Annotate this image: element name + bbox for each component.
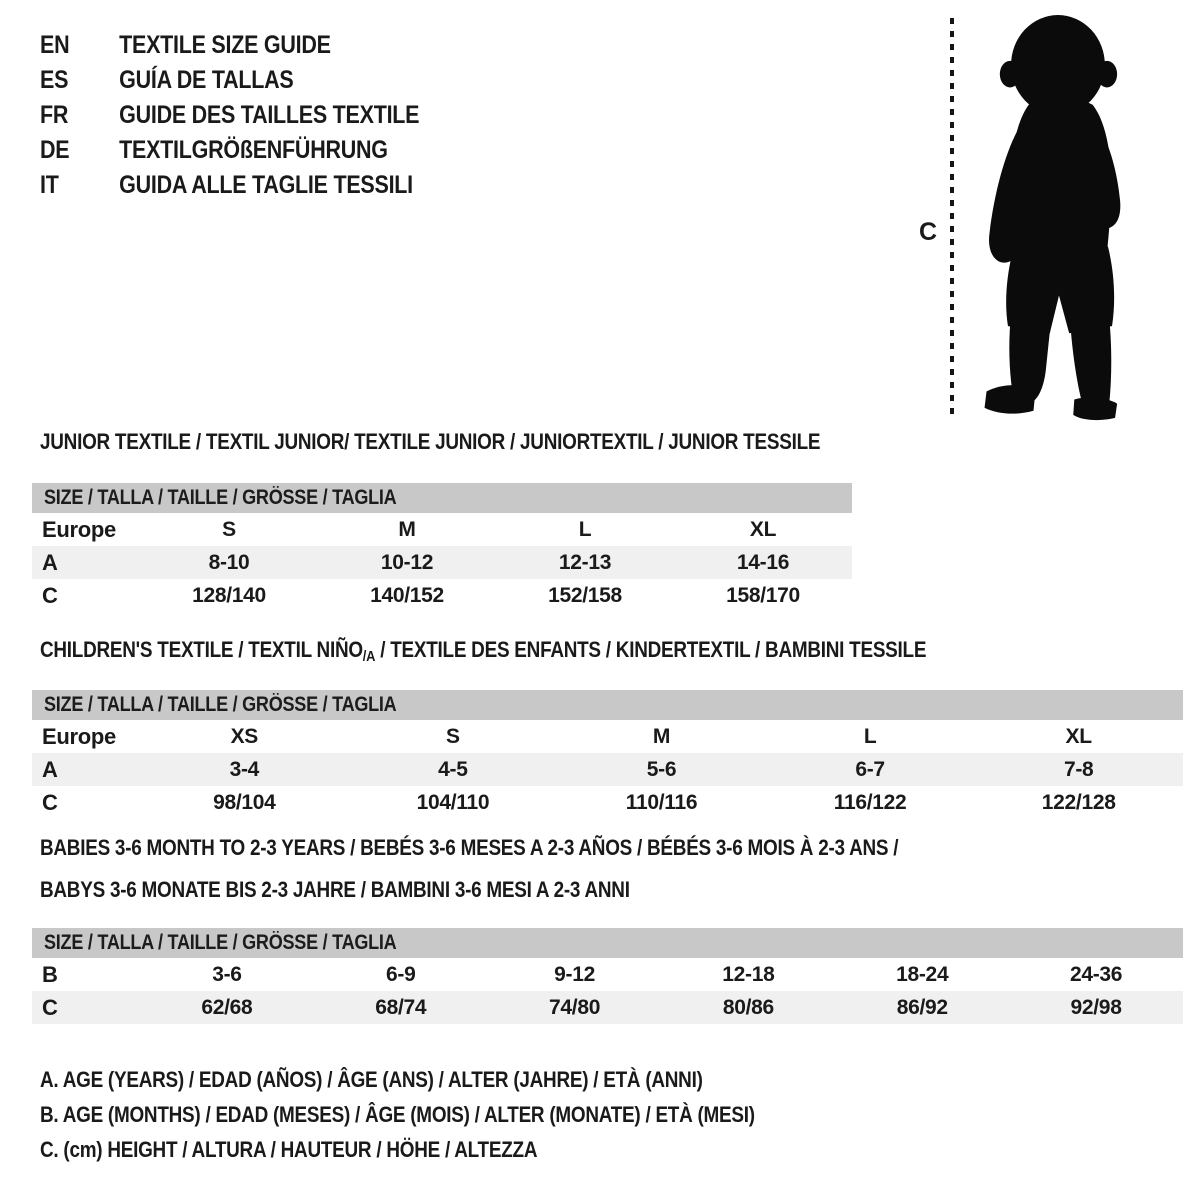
guide-title: GUIDE DES TAILLES TEXTILE [119, 101, 420, 129]
size-value-cell: 12-18 [722, 962, 775, 986]
language-row [40, 63, 419, 98]
row-label: A [42, 549, 58, 575]
size-value-cell: XL [749, 517, 777, 541]
table-row [32, 579, 852, 612]
size-value-cell: 98/104 [213, 790, 276, 814]
table-row [32, 958, 1183, 991]
size-value-cell: 128/140 [192, 583, 266, 607]
size-value-cell: 74/80 [549, 995, 601, 1019]
size-value-cell: 68/74 [375, 995, 427, 1019]
size-value-cell: 86/92 [896, 995, 948, 1019]
size-value-cell: 9-12 [554, 962, 595, 986]
table-row [32, 991, 1183, 1024]
size-value-cell: 10-12 [380, 550, 434, 574]
size-value-cell: 152/158 [548, 583, 622, 607]
guide-title: GUIDA ALLE TAGLIE TESSILI [119, 171, 413, 199]
table-row [32, 546, 852, 579]
guide-title: TEXTILGRÖßENFÜHRUNG [119, 136, 388, 164]
size-header-bar: SIZE / TALLA / TAILLE / GRÖSSE / TAGLIA [32, 690, 1183, 720]
section-title-children: CHILDREN'S TEXTILE / TEXTIL NIÑO/A / TEXTILE DES ENFANTS / KINDERTEXTIL / BAMBINI TESSILE [40, 637, 927, 665]
language-code: DE [40, 136, 70, 164]
size-value-cell: 62/68 [201, 995, 253, 1019]
size-value-cell: 8-10 [208, 550, 250, 574]
size-value-cell: 5-6 [646, 757, 677, 781]
measure-legend [40, 1062, 871, 1167]
table-row [32, 513, 852, 546]
size-value-cell: 116/122 [833, 790, 907, 814]
section-title-junior: JUNIOR TEXTILE / TEXTIL JUNIOR/ TEXTILE JUNIOR / JUNIORTEXTIL / JUNIOR TESSILE [40, 429, 821, 454]
table-row [32, 786, 1183, 819]
size-value-cell: 6-7 [855, 757, 885, 781]
babies-size-table [32, 928, 1183, 1024]
language-code: FR [40, 101, 69, 129]
row-label: C [42, 582, 58, 608]
language-row [40, 133, 419, 168]
language-row [40, 168, 419, 203]
size-value-cell: S [222, 517, 236, 541]
baby-silhouette [967, 14, 1153, 422]
row-label: A [42, 756, 58, 782]
size-value-cell: 158/170 [726, 583, 800, 607]
size-header-bar: SIZE / TALLA / TAILLE / GRÖSSE / TAGLIA [32, 928, 1183, 958]
row-label: C [42, 994, 58, 1020]
row-label: B [42, 961, 58, 987]
legend-height-cm: C. (cm) HEIGHT / ALTURA / HAUTEUR / HÖHE / ALTEZZA [40, 1137, 538, 1162]
legend-age-months: B. AGE (MONTHS) / EDAD (MESES) / ÂGE (MOIS) / ALTER (MONATE) / ETÀ (MESI) [40, 1102, 755, 1127]
height-measure-dashed-line [950, 18, 954, 418]
size-value-cell: M [652, 724, 671, 748]
size-value-cell: XL [1065, 724, 1092, 748]
height-measure-figure [905, 12, 1165, 424]
size-value-cell: 3-6 [212, 962, 242, 986]
babies-title-line1: BABIES 3-6 MONTH TO 2-3 YEARS / BEBÉS 3-6 MESES A 2-3 AÑOS / BÉBÉS 3-6 MOIS À 2-3 ANS / [40, 835, 899, 860]
language-code: IT [40, 171, 59, 199]
language-title-list [40, 28, 481, 203]
size-value-cell: 122/128 [1041, 790, 1116, 814]
size-value-cell: 140/152 [370, 583, 444, 607]
guide-title: GUÍA DE TALLAS [119, 66, 294, 94]
size-value-cell: XS [230, 724, 258, 748]
size-value-cell: 7-8 [1063, 757, 1094, 781]
row-label: C [42, 789, 58, 815]
row-label: Europe [42, 516, 116, 542]
guide-title: TEXTILE SIZE GUIDE [119, 31, 331, 59]
size-value-cell: 3-4 [229, 757, 260, 781]
language-code: ES [40, 66, 69, 94]
size-header-bar: SIZE / TALLA / TAILLE / GRÖSSE / TAGLIA [32, 483, 852, 513]
size-value-cell: 24-36 [1069, 962, 1123, 986]
size-value-cell: 14-16 [736, 550, 790, 574]
table-row [32, 720, 1183, 753]
size-value-cell: M [398, 517, 416, 541]
size-value-cell: 18-24 [896, 962, 949, 986]
language-row [40, 28, 419, 63]
size-value-cell: 92/98 [1070, 995, 1122, 1019]
size-value-cell: 12-13 [558, 550, 612, 574]
children-size-table [32, 690, 1183, 819]
size-value-cell: L [863, 724, 877, 748]
legend-age-years: A. AGE (YEARS) / EDAD (AÑOS) / ÂGE (ANS) / ALTER (JAHRE) / ETÀ (ANNI) [40, 1067, 703, 1092]
size-value-cell: 80/86 [722, 995, 774, 1019]
size-value-cell: 104/110 [416, 790, 490, 814]
measure-c-label: C [919, 218, 938, 246]
size-value-cell: 6-9 [386, 962, 416, 986]
size-value-cell: 110/116 [625, 790, 698, 814]
table-row [32, 753, 1183, 786]
row-label: Europe [42, 723, 116, 749]
language-row [40, 98, 419, 133]
section-title-babies [40, 830, 1038, 907]
size-value-cell: 4-5 [438, 757, 468, 781]
size-value-cell: S [446, 724, 460, 748]
babies-title-line2: BABYS 3-6 MONATE BIS 2-3 JAHRE / BAMBINI 3-6 MESI A 2-3 ANNI [40, 877, 630, 902]
junior-size-table [32, 483, 852, 612]
size-value-cell: L [578, 517, 592, 541]
language-code: EN [40, 31, 70, 59]
